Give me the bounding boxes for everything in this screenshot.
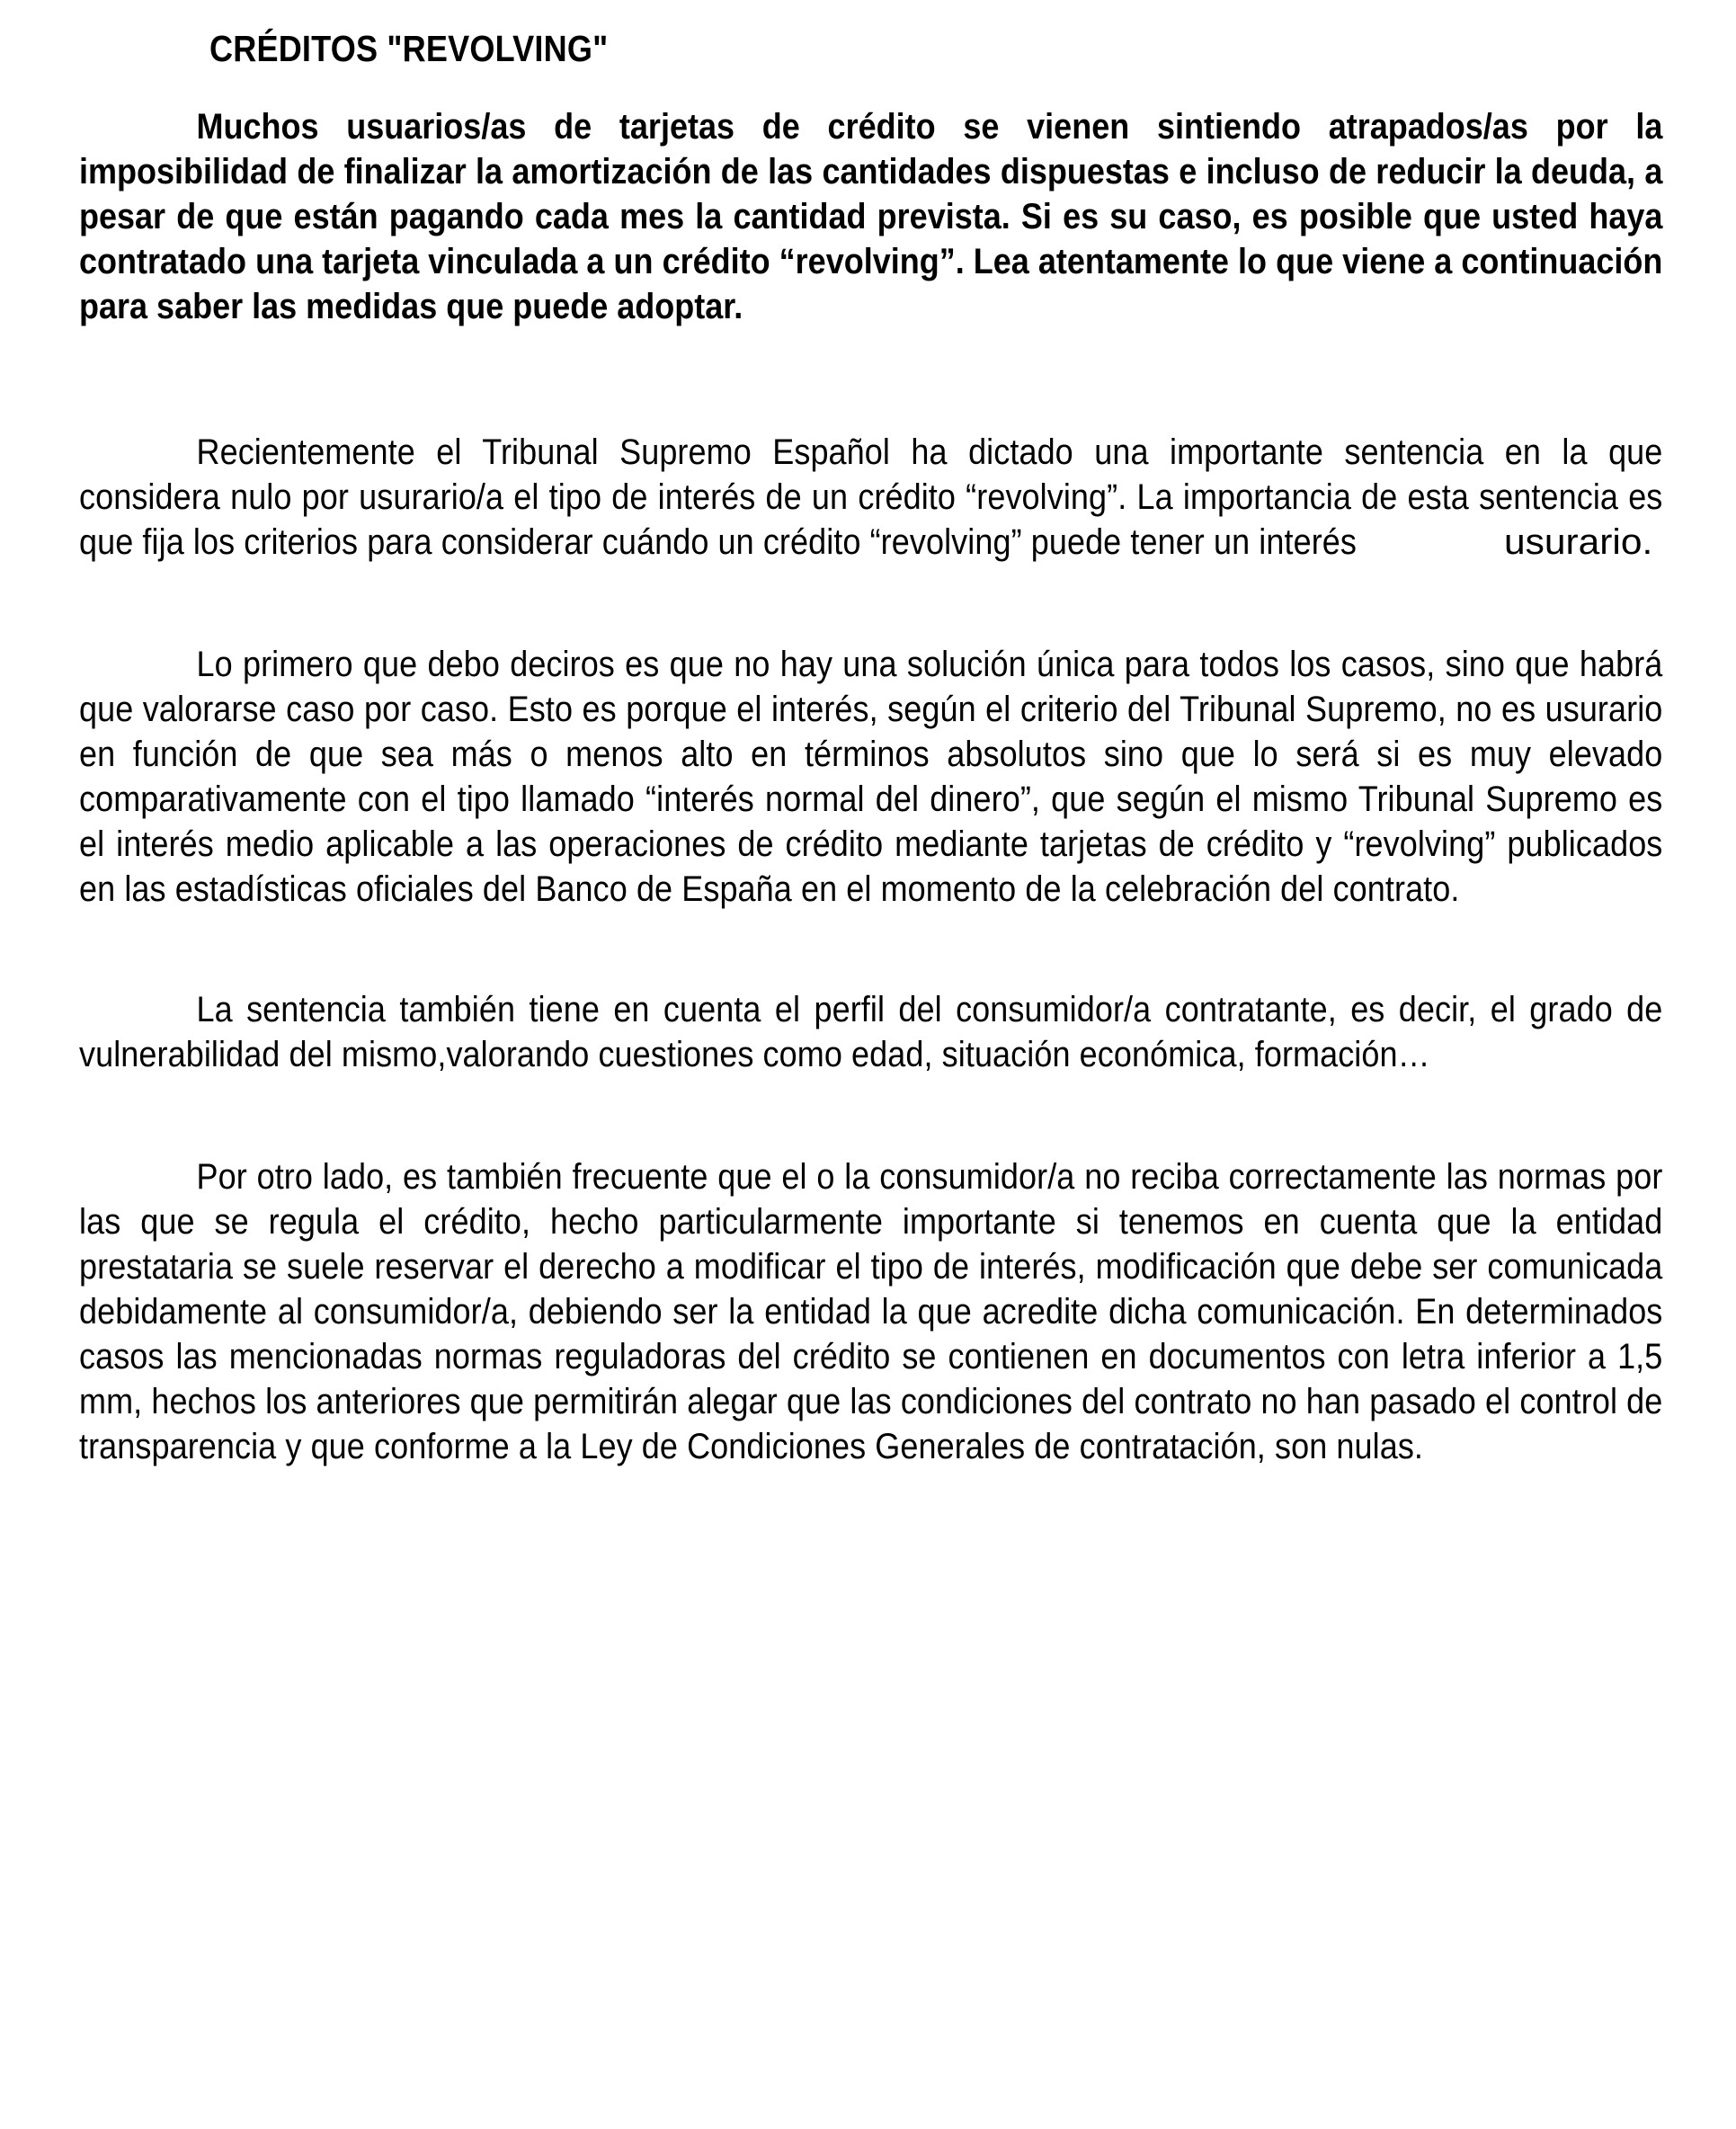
page-title: CRÉDITOS "REVOLVING": [209, 28, 609, 69]
paragraph-intro-bold: Muchos usuarios/as de tarjetas de crédito se vienen sintiendo atrapados/as por la imposibilidad de finalizar la amortización de las cantidades dispuestas e incluso de reducir la deuda, a pesar de que están pagando cada mes la cantidad prevista. Si es su caso, es posible que usted haya contratado una tarjeta vinculada a un crédito “revolving”. Lea atentamente lo que viene a continuación para saber las medidas que puede adoptar.: [79, 107, 1663, 326]
paragraph-normas-transparencia: Por otro lado, es también frecuente que el o la consumidor/a no reciba correctamente las normas por las que se regula el crédito, hecho particularmente importante si tenemos en cuenta que la entidad prestataria se suele reservar el derecho a modificar el tipo de interés, modificación que debe ser comunicada debidamente al consumidor/a, debiendo ser la entidad la que acredite dicha comunicación. En determinados casos las mencionadas normas reguladoras del crédito se contienen en documentos con letra inferior a 1,5 mm, hechos los anteriores que permitirán alegar que las condiciones del contrato no han pasado el control de transparencia y que conforme a la Ley de Condiciones Generales de contratación, son nulas.: [79, 1157, 1663, 1466]
paragraph-sentencia-text: Recientemente el Tribunal Supremo Español ha dictado una importante sentencia en la que considera nulo por usurario/a el tipo de interés de un crédito “revolving”. La importancia de esta sentencia es que fija los criterios para considerar cuándo un crédito “revolving” puede tener un interés: [79, 432, 1663, 562]
paragraph-perfil-consumidor: La sentencia también tiene en cuenta el perfil del consumidor/a contratante, es decir, el grado de vulnerabilidad del mismo,valorando cuestiones como edad, situación económica, formación…: [79, 990, 1663, 1074]
paragraph-spacer-2: [79, 565, 1661, 642]
document-body: [79, 25, 1661, 1469]
paragraph-spacer-3: [79, 912, 1661, 987]
paragraph-sin-solucion-unica: Lo primero que debo deciros es que no hay una solución única para todos los casos, sino que habrá que valorarse caso por caso. Esto es porque el interés, según el criterio del Tribunal Supremo, no es usurario en función de que sea más o menos alto en términos absolutos sino que lo será si es muy elevado comparativamente con el tipo llamado “interés normal del dinero”, que según el mismo Tribunal Supremo es el interés medio aplicable a las operaciones de crédito mediante tarjetas de crédito y “revolving” publicados en las estadísticas oficiales del Banco de España en el momento de la celebración del contrato.: [79, 645, 1663, 909]
paragraph-spacer-1: [79, 329, 1661, 430]
paragraph-spacer-4: [79, 1077, 1661, 1154]
emphasis-word-usurario: usurario.: [1504, 522, 1653, 562]
spacer-after-title: [79, 72, 1661, 104]
paragraph-sentencia-tribunal-supremo: [79, 430, 1662, 565]
